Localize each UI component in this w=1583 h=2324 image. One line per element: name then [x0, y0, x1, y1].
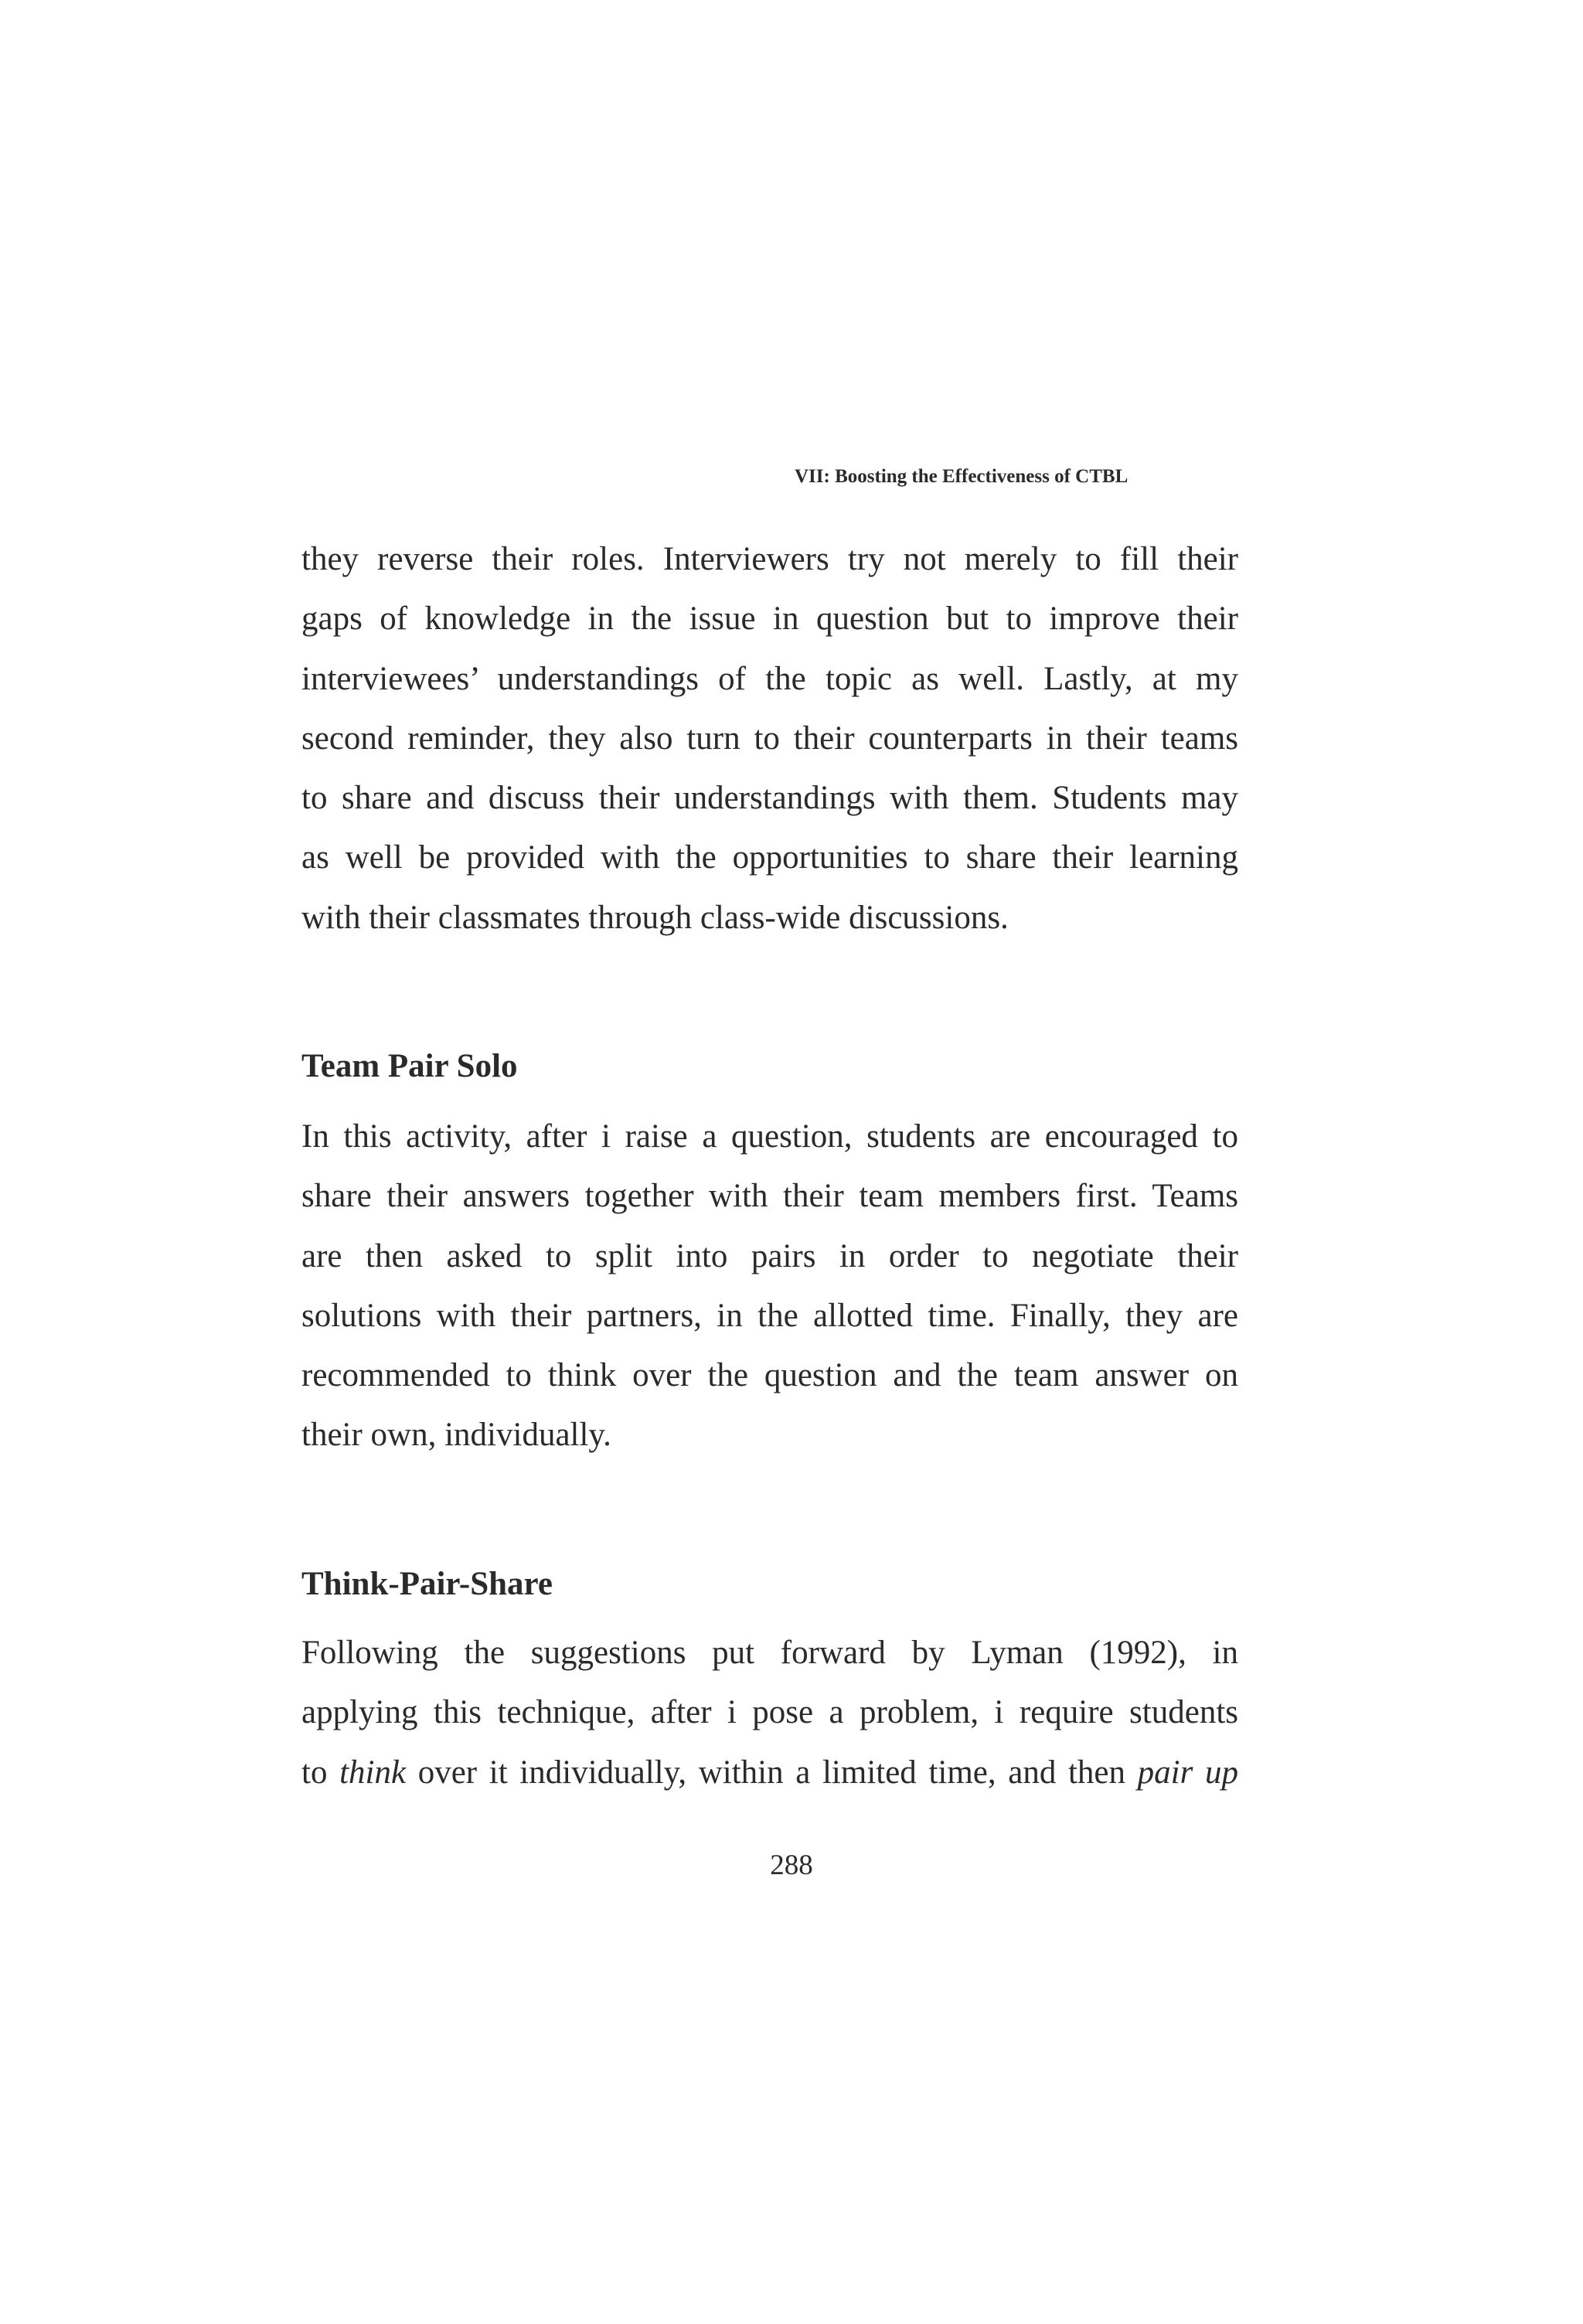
section-heading-team-pair-solo: Team Pair Solo: [301, 1048, 518, 1084]
page-number: 288: [770, 1849, 813, 1881]
paragraph-line: interviewees’ understandings of the topic as well. Lastly, at my: [301, 660, 1238, 697]
text-run: to: [301, 1754, 340, 1791]
paragraph: [301, 529, 1238, 948]
paragraph-line: with their classmates through class-wide discussions.: [301, 899, 1009, 936]
section-heading-think-pair-share: Think-Pair-Share: [301, 1566, 553, 1602]
paragraph-line: they reverse their roles. Interviewers try not merely to fill their: [301, 541, 1238, 577]
running-head: VII: Boosting the Effectiveness of CTBL: [795, 466, 1129, 487]
italic-term-pair-up: pair up: [1137, 1754, 1238, 1791]
paragraph: [301, 1107, 1238, 1465]
paragraph-line: share their answers together with their team members first. Teams: [301, 1178, 1238, 1215]
paragraph: [301, 1623, 1238, 1802]
italic-term-think: think: [339, 1754, 407, 1791]
paragraph-think-pair-share: [301, 1623, 1238, 1802]
paragraph-line: Following the suggestions put forward by Lyman (1992), in: [301, 1635, 1238, 1671]
paragraph-line: to share and discuss their understandings with them. Students may: [301, 780, 1238, 817]
paragraph-continuation: [301, 529, 1238, 948]
paragraph-line: as well be provided with the opportunities to share their learning: [301, 839, 1238, 876]
paragraph-line: [301, 1743, 1238, 1802]
paragraph-line: gaps of knowledge in the issue in question but to improve their: [301, 601, 1238, 638]
paragraph-line: second reminder, they also turn to their counterparts in their teams: [301, 720, 1238, 757]
paragraph-line: solutions with their partners, in the allotted time. Finally, they are: [301, 1297, 1238, 1334]
paragraph-line: applying this technique, after i pose a problem, i require students: [301, 1694, 1238, 1731]
text-run: over it individually, within a limited time, and then: [406, 1754, 1138, 1791]
paragraph-team-pair-solo: [301, 1107, 1238, 1465]
paragraph-line: In this activity, after i raise a question, students are encouraged to: [301, 1118, 1238, 1155]
paragraph-line: their own, individually.: [301, 1417, 611, 1454]
paragraph-line: are then asked to split into pairs in order to negotiate their: [301, 1237, 1238, 1274]
paragraph-line: recommended to think over the question and the team answer on: [301, 1357, 1238, 1394]
